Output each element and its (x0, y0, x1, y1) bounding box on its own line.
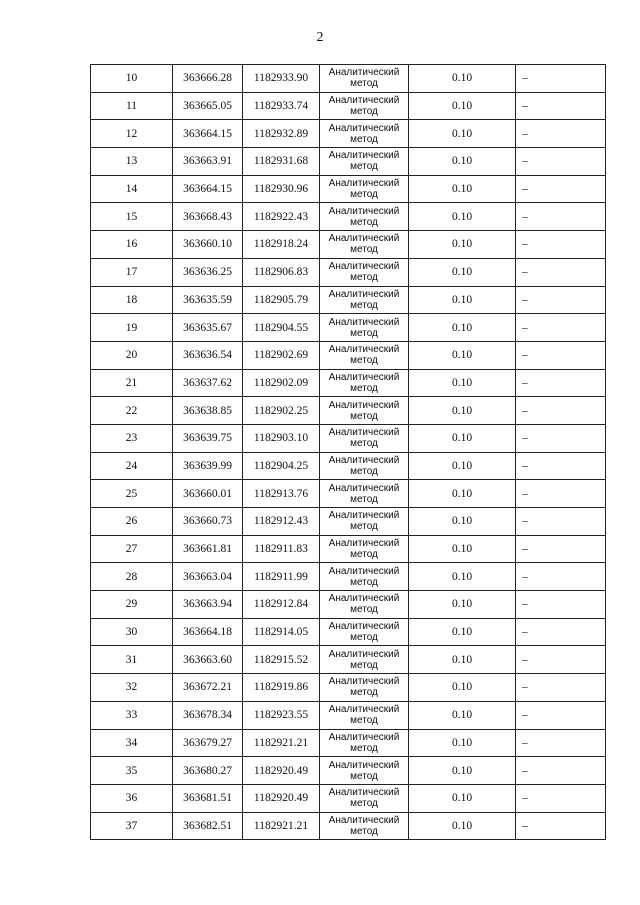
note-cell: – (516, 369, 606, 397)
note-cell: – (516, 784, 606, 812)
method-cell (320, 535, 409, 563)
method-line-2: метод (350, 576, 378, 588)
table-row (91, 480, 606, 508)
method-line-2: метод (350, 825, 378, 837)
note-cell: – (516, 120, 606, 148)
table-row (91, 618, 606, 646)
error-cell: 0.10 (409, 674, 516, 702)
method-line-2: метод (350, 272, 378, 284)
method-cell (320, 618, 409, 646)
method-line-2: метод (350, 189, 378, 201)
x-coordinate-cell: 363660.73 (173, 508, 243, 536)
method-line-1: Аналитический (328, 150, 400, 162)
y-coordinate-cell: 1182933.90 (243, 65, 320, 93)
point-number-cell: 35 (91, 757, 173, 785)
error-cell: 0.10 (409, 480, 516, 508)
x-coordinate-cell: 363639.99 (173, 452, 243, 480)
error-cell: 0.10 (409, 148, 516, 176)
method-line-1: Аналитический (328, 233, 400, 245)
method-line-1: Аналитический (328, 261, 400, 273)
point-number-cell: 12 (91, 120, 173, 148)
error-cell: 0.10 (409, 701, 516, 729)
method-cell (320, 65, 409, 93)
table-row (91, 646, 606, 674)
method-line-2: метод (350, 244, 378, 256)
method-line-2: метод (350, 521, 378, 533)
y-coordinate-cell: 1182930.96 (243, 175, 320, 203)
error-cell: 0.10 (409, 203, 516, 231)
method-line-1: Аналитический (328, 482, 400, 494)
method-cell (320, 646, 409, 674)
method-line-2: метод (350, 549, 378, 561)
error-cell: 0.10 (409, 92, 516, 120)
error-cell: 0.10 (409, 618, 516, 646)
method-line-2: метод (350, 493, 378, 505)
method-line-2: метод (350, 632, 378, 644)
y-coordinate-cell: 1182915.52 (243, 646, 320, 674)
note-cell: – (516, 175, 606, 203)
note-cell: – (516, 535, 606, 563)
x-coordinate-cell: 363680.27 (173, 757, 243, 785)
point-number-cell: 34 (91, 729, 173, 757)
point-number-cell: 26 (91, 508, 173, 536)
method-line-2: метод (350, 659, 378, 671)
table-row (91, 674, 606, 702)
point-number-cell: 21 (91, 369, 173, 397)
method-line-2: метод (350, 798, 378, 810)
x-coordinate-cell: 363635.59 (173, 286, 243, 314)
table-row (91, 563, 606, 591)
x-coordinate-cell: 363660.01 (173, 480, 243, 508)
point-number-cell: 37 (91, 812, 173, 840)
method-cell (320, 175, 409, 203)
error-cell: 0.10 (409, 784, 516, 812)
table-body (91, 65, 606, 840)
point-number-cell: 13 (91, 148, 173, 176)
method-line-1: Аналитический (328, 316, 400, 328)
error-cell: 0.10 (409, 65, 516, 93)
page-number: 2 (316, 30, 324, 45)
method-line-2: метод (350, 327, 378, 339)
method-cell (320, 591, 409, 619)
point-number-cell: 19 (91, 314, 173, 342)
point-number-cell: 15 (91, 203, 173, 231)
table-row (91, 591, 606, 619)
point-number-cell: 14 (91, 175, 173, 203)
method-line-1: Аналитический (328, 565, 400, 577)
method-line-2: метод (350, 465, 378, 477)
y-coordinate-cell: 1182918.24 (243, 231, 320, 259)
y-coordinate-cell: 1182920.49 (243, 784, 320, 812)
note-cell: – (516, 452, 606, 480)
point-number-cell: 11 (91, 92, 173, 120)
y-coordinate-cell: 1182921.21 (243, 729, 320, 757)
table-row (91, 65, 606, 93)
method-cell (320, 701, 409, 729)
method-cell (320, 452, 409, 480)
error-cell: 0.10 (409, 535, 516, 563)
point-number-cell: 27 (91, 535, 173, 563)
method-cell (320, 286, 409, 314)
x-coordinate-cell: 363637.62 (173, 369, 243, 397)
x-coordinate-cell: 363681.51 (173, 784, 243, 812)
table-row (91, 757, 606, 785)
x-coordinate-cell: 363639.75 (173, 424, 243, 452)
x-coordinate-cell: 363664.18 (173, 618, 243, 646)
table-row (91, 424, 606, 452)
table-row (91, 341, 606, 369)
error-cell: 0.10 (409, 424, 516, 452)
note-cell: – (516, 231, 606, 259)
method-line-1: Аналитический (328, 621, 400, 633)
method-line-1: Аналитический (328, 648, 400, 660)
table-row (91, 369, 606, 397)
y-coordinate-cell: 1182933.74 (243, 92, 320, 120)
point-number-cell: 28 (91, 563, 173, 591)
method-line-1: Аналитический (328, 704, 400, 716)
point-number-cell: 32 (91, 674, 173, 702)
x-coordinate-cell: 363665.05 (173, 92, 243, 120)
table-row (91, 120, 606, 148)
note-cell: – (516, 812, 606, 840)
method-line-1: Аналитический (328, 399, 400, 411)
y-coordinate-cell: 1182905.79 (243, 286, 320, 314)
error-cell: 0.10 (409, 175, 516, 203)
method-line-1: Аналитический (328, 593, 400, 605)
point-number-cell: 16 (91, 231, 173, 259)
x-coordinate-cell: 363663.04 (173, 563, 243, 591)
x-coordinate-cell: 363668.43 (173, 203, 243, 231)
error-cell: 0.10 (409, 563, 516, 591)
y-coordinate-cell: 1182913.76 (243, 480, 320, 508)
method-line-1: Аналитический (328, 814, 400, 826)
method-line-1: Аналитический (328, 67, 400, 79)
error-cell: 0.10 (409, 646, 516, 674)
x-coordinate-cell: 363638.85 (173, 397, 243, 425)
note-cell: – (516, 757, 606, 785)
error-cell: 0.10 (409, 341, 516, 369)
note-cell: – (516, 618, 606, 646)
y-coordinate-cell: 1182922.43 (243, 203, 320, 231)
method-cell (320, 120, 409, 148)
table-row (91, 258, 606, 286)
table-row (91, 175, 606, 203)
y-coordinate-cell: 1182902.09 (243, 369, 320, 397)
y-coordinate-cell: 1182912.43 (243, 508, 320, 536)
method-cell (320, 480, 409, 508)
table-row (91, 508, 606, 536)
method-line-1: Аналитический (328, 538, 400, 550)
point-number-cell: 22 (91, 397, 173, 425)
y-coordinate-cell: 1182914.05 (243, 618, 320, 646)
y-coordinate-cell: 1182904.25 (243, 452, 320, 480)
x-coordinate-cell: 363664.15 (173, 120, 243, 148)
note-cell: – (516, 508, 606, 536)
y-coordinate-cell: 1182932.89 (243, 120, 320, 148)
point-number-cell: 23 (91, 424, 173, 452)
x-coordinate-cell: 363682.51 (173, 812, 243, 840)
method-line-2: метод (350, 78, 378, 90)
method-line-2: метод (350, 742, 378, 754)
point-number-cell: 25 (91, 480, 173, 508)
method-cell (320, 314, 409, 342)
method-cell (320, 674, 409, 702)
x-coordinate-cell: 363678.34 (173, 701, 243, 729)
point-number-cell: 10 (91, 65, 173, 93)
table-row (91, 452, 606, 480)
method-line-1: Аналитический (328, 731, 400, 743)
method-cell (320, 563, 409, 591)
point-number-cell: 36 (91, 784, 173, 812)
table-row (91, 812, 606, 840)
method-cell (320, 397, 409, 425)
note-cell: – (516, 314, 606, 342)
error-cell: 0.10 (409, 397, 516, 425)
x-coordinate-cell: 363679.27 (173, 729, 243, 757)
point-number-cell: 18 (91, 286, 173, 314)
method-line-1: Аналитический (328, 178, 400, 190)
y-coordinate-cell: 1182931.68 (243, 148, 320, 176)
error-cell: 0.10 (409, 286, 516, 314)
point-number-cell: 30 (91, 618, 173, 646)
y-coordinate-cell: 1182921.21 (243, 812, 320, 840)
x-coordinate-cell: 363666.28 (173, 65, 243, 93)
error-cell: 0.10 (409, 314, 516, 342)
error-cell: 0.10 (409, 231, 516, 259)
note-cell: – (516, 341, 606, 369)
method-line-1: Аналитический (328, 510, 400, 522)
note-cell: – (516, 563, 606, 591)
table-row (91, 148, 606, 176)
method-line-1: Аналитический (328, 344, 400, 356)
note-cell: – (516, 258, 606, 286)
method-line-2: метод (350, 106, 378, 118)
y-coordinate-cell: 1182911.99 (243, 563, 320, 591)
point-number-cell: 29 (91, 591, 173, 619)
method-cell (320, 341, 409, 369)
table-row (91, 397, 606, 425)
method-line-2: метод (350, 410, 378, 422)
method-line-1: Аналитический (328, 676, 400, 688)
table-row (91, 314, 606, 342)
table-row (91, 92, 606, 120)
method-line-2: метод (350, 161, 378, 173)
y-coordinate-cell: 1182919.86 (243, 674, 320, 702)
method-cell (320, 424, 409, 452)
error-cell: 0.10 (409, 729, 516, 757)
point-number-cell: 31 (91, 646, 173, 674)
method-cell (320, 148, 409, 176)
x-coordinate-cell: 363672.21 (173, 674, 243, 702)
method-line-1: Аналитический (328, 427, 400, 439)
method-cell (320, 757, 409, 785)
note-cell: – (516, 148, 606, 176)
method-line-1: Аналитический (328, 759, 400, 771)
method-cell (320, 231, 409, 259)
point-number-cell: 24 (91, 452, 173, 480)
method-line-1: Аналитический (328, 288, 400, 300)
coordinates-table (90, 64, 606, 840)
method-line-1: Аналитический (328, 787, 400, 799)
x-coordinate-cell: 363663.94 (173, 591, 243, 619)
error-cell: 0.10 (409, 452, 516, 480)
x-coordinate-cell: 363664.15 (173, 175, 243, 203)
method-line-2: метод (350, 355, 378, 367)
y-coordinate-cell: 1182906.83 (243, 258, 320, 286)
method-line-1: Аналитический (328, 95, 400, 107)
note-cell: – (516, 729, 606, 757)
method-line-2: метод (350, 438, 378, 450)
point-number-cell: 20 (91, 341, 173, 369)
error-cell: 0.10 (409, 120, 516, 148)
method-cell (320, 92, 409, 120)
x-coordinate-cell: 363663.91 (173, 148, 243, 176)
method-cell (320, 729, 409, 757)
table-row (91, 729, 606, 757)
method-cell (320, 508, 409, 536)
y-coordinate-cell: 1182911.83 (243, 535, 320, 563)
point-number-cell: 17 (91, 258, 173, 286)
table-row (91, 535, 606, 563)
method-cell (320, 203, 409, 231)
table-row (91, 784, 606, 812)
y-coordinate-cell: 1182920.49 (243, 757, 320, 785)
note-cell: – (516, 65, 606, 93)
note-cell: – (516, 480, 606, 508)
method-cell (320, 812, 409, 840)
method-line-1: Аналитический (328, 371, 400, 383)
table-row (91, 701, 606, 729)
x-coordinate-cell: 363661.81 (173, 535, 243, 563)
note-cell: – (516, 397, 606, 425)
note-cell: – (516, 591, 606, 619)
method-line-1: Аналитический (328, 205, 400, 217)
method-line-2: метод (350, 604, 378, 616)
error-cell: 0.10 (409, 369, 516, 397)
note-cell: – (516, 286, 606, 314)
y-coordinate-cell: 1182902.25 (243, 397, 320, 425)
note-cell: – (516, 203, 606, 231)
method-cell (320, 369, 409, 397)
error-cell: 0.10 (409, 757, 516, 785)
method-line-1: Аналитический (328, 454, 400, 466)
note-cell: – (516, 424, 606, 452)
method-line-2: метод (350, 770, 378, 782)
method-line-2: метод (350, 715, 378, 727)
note-cell: – (516, 92, 606, 120)
note-cell: – (516, 674, 606, 702)
note-cell: – (516, 646, 606, 674)
method-cell (320, 258, 409, 286)
error-cell: 0.10 (409, 508, 516, 536)
note-cell: – (516, 701, 606, 729)
table-row (91, 286, 606, 314)
x-coordinate-cell: 363636.54 (173, 341, 243, 369)
table-row (91, 231, 606, 259)
method-cell (320, 784, 409, 812)
method-line-2: метод (350, 216, 378, 228)
x-coordinate-cell: 363663.60 (173, 646, 243, 674)
point-number-cell: 33 (91, 701, 173, 729)
y-coordinate-cell: 1182903.10 (243, 424, 320, 452)
x-coordinate-cell: 363636.25 (173, 258, 243, 286)
error-cell: 0.10 (409, 591, 516, 619)
method-line-1: Аналитический (328, 122, 400, 134)
table-row (91, 203, 606, 231)
method-line-2: метод (350, 687, 378, 699)
error-cell: 0.10 (409, 258, 516, 286)
y-coordinate-cell: 1182912.84 (243, 591, 320, 619)
y-coordinate-cell: 1182923.55 (243, 701, 320, 729)
method-line-2: метод (350, 133, 378, 145)
x-coordinate-cell: 363660.10 (173, 231, 243, 259)
y-coordinate-cell: 1182904.55 (243, 314, 320, 342)
method-line-2: метод (350, 299, 378, 311)
error-cell: 0.10 (409, 812, 516, 840)
method-line-2: метод (350, 382, 378, 394)
y-coordinate-cell: 1182902.69 (243, 341, 320, 369)
x-coordinate-cell: 363635.67 (173, 314, 243, 342)
